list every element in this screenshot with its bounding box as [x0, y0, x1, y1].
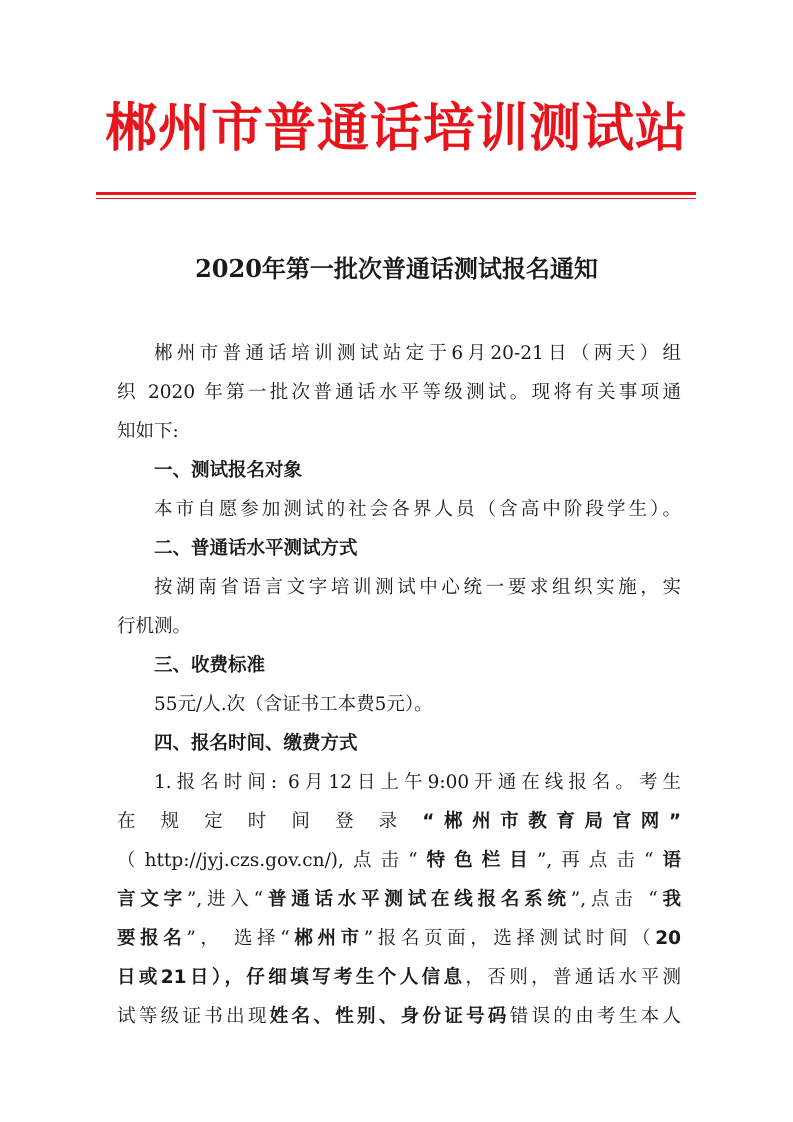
- letterhead-rule-thin: [96, 198, 696, 199]
- section-4-line-1: 1.报名时间: 6月12日上午9:00开通在线报名。考生: [154, 772, 681, 793]
- language-bold-1: 语: [653, 850, 681, 871]
- intro-line-1: 郴州市普通话培训测试站定于6月20-21日（两天）组: [154, 343, 681, 364]
- section-3-heading: 三、收费标准: [154, 655, 266, 676]
- section-4-line-4: [117, 880, 681, 919]
- section-2-line-1: 按湖南省语言文字培训测试中心统一要求组织实施，实: [154, 577, 681, 598]
- section-4-line-3-c: ”,再点击“: [536, 850, 654, 871]
- section-4-heading: 四、报名时间、缴费方式: [154, 733, 358, 754]
- intro-line-3: 知如下:: [117, 421, 179, 442]
- site-name-bold: “郴州市教育局官网”: [422, 811, 681, 832]
- section-4-line-2-a: 在 规 定 时 间 登 录: [117, 811, 407, 832]
- section-4-line-7: [117, 997, 681, 1036]
- section-4-line-5: [117, 919, 681, 958]
- test-date-bold-1: 20: [655, 928, 681, 949]
- section-1-heading: 一、测试报名对象: [154, 460, 303, 481]
- register-bold-1: 我: [657, 889, 681, 910]
- section-4-line-2: [117, 802, 681, 841]
- section-4-line-6: [117, 958, 681, 997]
- document-body: [117, 334, 681, 1036]
- intro-line-2: 织 2020 年第一批次普通话水平等级测试。现将有关事项通: [117, 382, 681, 403]
- section-4-line-5-b: ”， 选择“: [186, 928, 290, 949]
- featured-column-bold: 特色栏目: [417, 850, 537, 871]
- register-bold-2: 要报名: [117, 928, 187, 949]
- url-text: （http://jyj.czs.gov.cn/),点击“: [117, 850, 418, 871]
- section-4-line-4-d: ”,点击 “: [570, 889, 658, 910]
- document-title: 2020年第一批次普通话测试报名通知: [195, 254, 598, 283]
- section-4-line-3: [117, 841, 681, 880]
- letterhead-rule-thick: [96, 192, 696, 195]
- section-2-heading: 二、普通话水平测试方式: [154, 538, 358, 559]
- language-bold-2: 言文字: [117, 889, 187, 910]
- section-4-line-6-b: ，否则，普通话水平测: [465, 967, 681, 988]
- section-4-line-5-d: ”报名页面，选择测试时间（: [363, 928, 656, 949]
- registration-system-bold: 普通话水平测试在线报名系统: [263, 889, 571, 910]
- section-1-text: 本市自愿参加测试的社会各界人员（含高中阶段学生）。: [154, 499, 681, 520]
- section-4-line-4-b: ”,进入“: [186, 889, 264, 910]
- test-date-bold-2: 日或21日），仔细填写考生个人信息: [117, 967, 466, 988]
- section-4-line-7-a: 试等级证书出现: [117, 1006, 270, 1027]
- identity-fields-bold: 姓名、性别、身份证号码: [269, 1006, 510, 1027]
- section-3-text: 55元/人.次（含证书工本费5元）。: [154, 694, 433, 715]
- section-2-line-2: 行机测。: [117, 616, 192, 637]
- section-4-line-7-c: 错误的由考生本人: [509, 1006, 681, 1027]
- letterhead-title: 郴州市普通话培训测试站: [104, 98, 688, 159]
- city-bold: 郴州市: [289, 928, 364, 949]
